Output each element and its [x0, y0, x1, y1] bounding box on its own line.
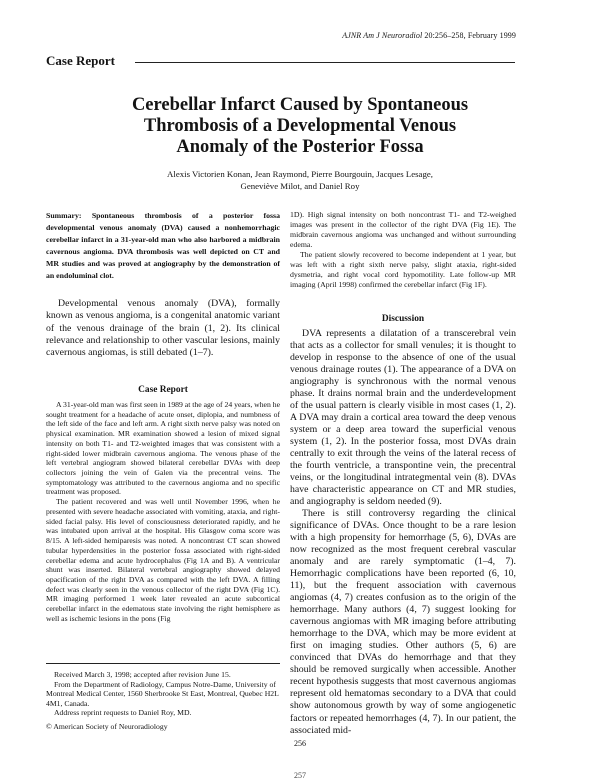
- journal-name: AJNR Am J Neuroradiol: [342, 31, 423, 40]
- case-report-heading: Case Report: [138, 385, 188, 395]
- title-line: Anomaly of the Posterior Fossa: [176, 137, 424, 157]
- authors-line: Alexis Victorien Konan, Jean Raymond, Pierre Bourgouin, Jacques Lesage,: [167, 169, 433, 179]
- case-paragraph: The patient recovered and was well until November 1996, when he presented with severe headache associated with vomiting, ataxia, and right-sided facial palsy. His level of consciousness deteriorated rapidly, and he was intubated upon arrival at the hospital. His Glasgow coma score was 8/15. A left-sided hemiparesis was noted. A noncontrast CT scan showed tubular hyperdensities in the posterior fossa associated with right-sided cerebellar edema and acute hydrocephalus (Fig 1A and B). A ventricular shunt was inserted. Bilateral vertebral angiography showed delayed opacification of the right DVA as compared with the left DVA. A filling defect was clearly seen in the venous collector of the right DVA (Fig 1C). MR imaging performed 1 week later revealed an acute subcortical cerebellar infarct in the edematous state involving the right hemisphere as well as ischemic lesions in the pons (Fig: [46, 497, 280, 623]
- summary-abstract: Summary: Spontaneous thrombosis of a posterior fossa developmental venous anomaly (DVA) caused a nonhemorrhagic cerebellar infarct in a 31-year-old man who also harbored a midbrain cavernous angioma. DVA thrombosis was well depicted on CT and MR studies and was proved at angiography by the demonstration of an endoluminal clot.: [46, 211, 280, 280]
- footnote-rule: [46, 663, 280, 664]
- journal-citation: [342, 31, 516, 40]
- case-continued-paragraph: 1D). High signal intensity on both noncontrast T1- and T2-weighed images was present in the collector of the right DVA (Fig 1E). The midbrain cavernous angioma was unchanged and without surrounding edema.: [290, 210, 516, 250]
- journal-volume-date: 20:256–258, February 1999: [422, 31, 516, 40]
- case-report-continued: [290, 210, 516, 290]
- footnote-received: Received March 3, 1998; accepted after revision June 15.: [54, 670, 231, 679]
- discussion-body: [290, 328, 516, 737]
- footnote-reprints: Address reprint requests to Daniel Roy, MD.: [54, 708, 192, 718]
- article-title: [60, 95, 540, 158]
- footnote-affiliation: From the Department of Radiology, Campus Notre-Dame, University of Montreal Medical Center, 1560 Sherbrooke St East, Montreal, Quebec H2L 4M1, Canada.: [46, 679, 279, 708]
- title-line: Cerebellar Infarct Caused by Spontaneous: [131, 95, 469, 115]
- case-continued-paragraph: The patient slowly recovered to become independent at 1 year, but was left with a right sixth nerve palsy, slight ataxia, right-sided dysmetria, and right vocal cord hypomotility. Late follow-up MR imaging (April 1998) confirmed the cerebellar infarct (Fig 1F).: [290, 250, 516, 290]
- discussion-paragraph: DVA represents a dilatation of a transcerebral vein that acts as a collector for small venules; it is thought to develop in response to the absence of one of the usual venous drainage routes (1). The appearance of a DVA on angiography is synchronous with the normal venous phase. It drains normal brain and the underdevelopment of the usual pattern is clearly visible in most cases (1, 2). A DVA may drain a cortical area toward the deep venous system or a deep area toward the superficial venous system (1, 2). In the posterior fossa, most DVAs drain centrally to exit through the veins of the lateral recess of the fourth ventricle, a transpontine vein, the precentral veins, or the longitudinal intrategmental vein (8). DVAs have characteristic appearance on CT and MR studies, and angiography is seldom needed (9).: [290, 328, 516, 508]
- case-report-body: [46, 400, 280, 624]
- next-page-number: 257: [294, 771, 306, 780]
- page-number: 256: [294, 739, 306, 748]
- discussion-heading: Discussion: [381, 314, 425, 324]
- author-list: [100, 168, 500, 192]
- intro-paragraph: Developmental venous anomaly (DVA), formally known as venous angioma, is a congenital anatomic variant of the venous drainage of the brain (1, 2). Its clinical relevance and relationship to other vascular lesions, mainly cavernous angiomas, is still debated (1–7).: [46, 298, 280, 359]
- footnotes: [46, 670, 280, 732]
- discussion-paragraph: There is still controversy regarding the clinical significance of DVAs. Once thought to be a rare lesion with a high propensity for hemorrhage (5, 6), DVAs are now recognized as the most frequent cerebral vascular anomaly and are rarely symptomatic (1–4, 7). Hemorrhagic complications have been reported (6, 10, 11), but the frequent association with cavernous angiomas (4, 7) creates confusion as to the origin of the hemorrhage. Many authors (4, 7) suggest looking for cavernous angiomas with MR imaging before attributing hemorrhage to the DVA, which may be more evident at first on imaging studies. Other authors (5, 6) are convinced that DVAs do hemorrhage and that they should be removed surgically when accessible. Another recent hypothesis suggests that most cavernous angiomas represent old hematomas secondary to a DVA that could show autonomous growth by way of some angiogenetic factors or repeated hemorrhages (4, 7). In our patient, the associated mid-: [290, 508, 516, 736]
- title-line: Thrombosis of a Developmental Venous: [143, 116, 457, 136]
- section-label: Case Report: [46, 53, 115, 68]
- authors-line: Geneviève Milot, and Daniel Roy: [240, 181, 360, 191]
- copyright-notice: © American Society of Neuroradiology: [46, 721, 168, 731]
- header-rule: [135, 62, 515, 63]
- case-paragraph: A 31-year-old man was first seen in 1989 at the age of 24 years, when he sought treatment for a headache of acute onset, diplopia, and numbness of the left side of the face and left arm. A right sixth nerve palsy was noted on physical examination. MR examination showed a lesion of mixed signal intensity on both T1- and T2-weighted images that was consistent with a right-sided lower midbrain cavernous angioma. The venous phase of the left vertebral angiogram showed bilateral cerebellar DVAs with deep collectors joining the vein of Galen via the precentral veins. The symptomatology was attributed to the cavernous angioma and no specific treatment was proposed.: [46, 400, 280, 497]
